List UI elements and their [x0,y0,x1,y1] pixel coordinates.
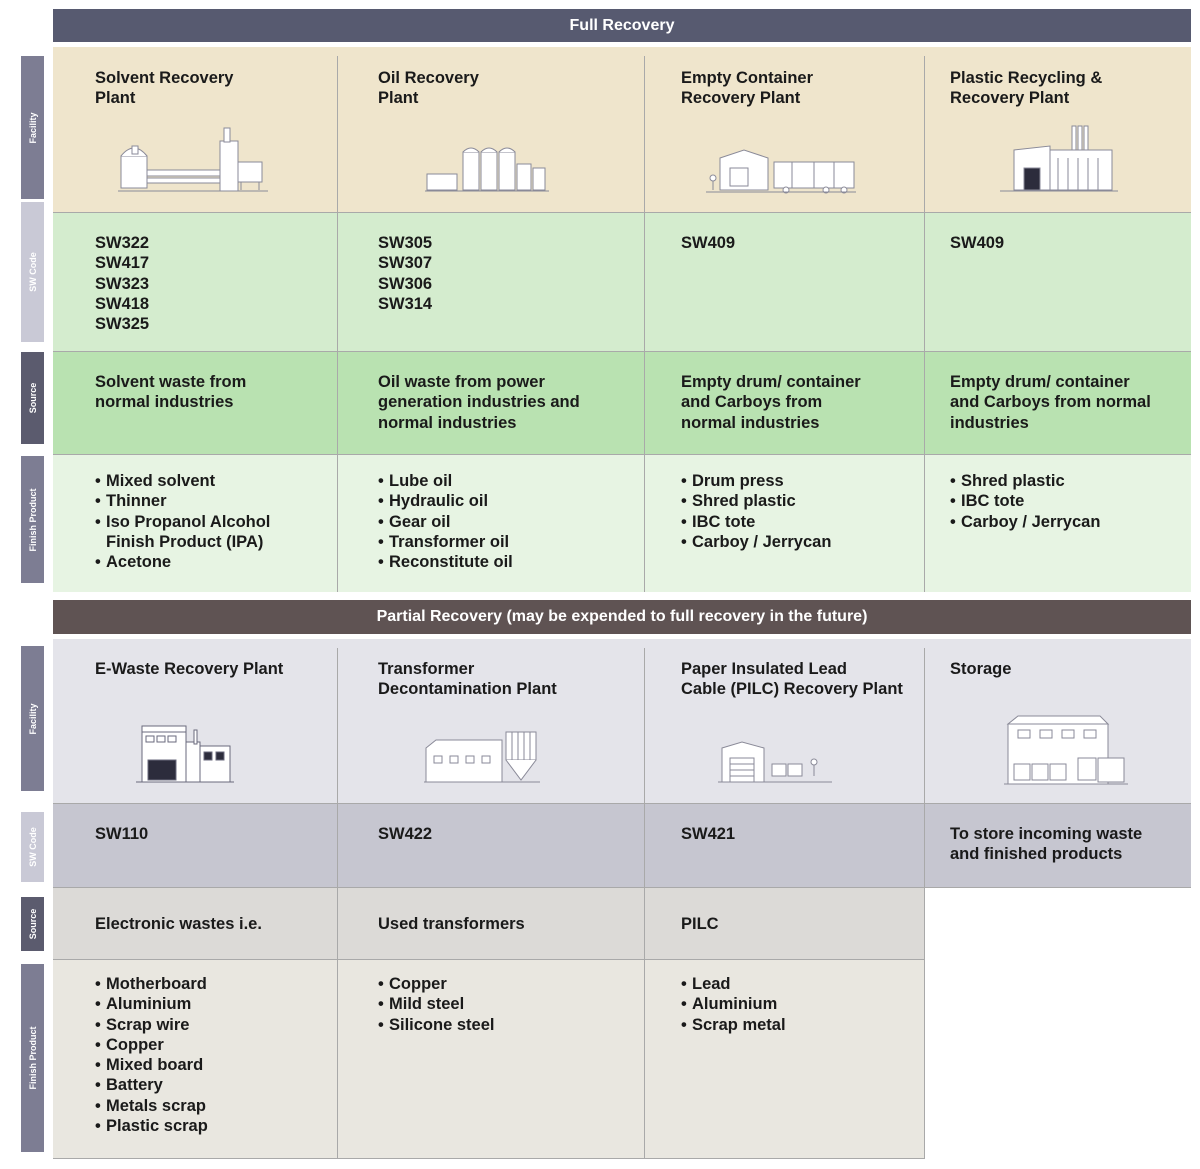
full-swcode-row [53,212,1191,351]
product-list [378,471,513,572]
list-item: • Drum press [681,472,784,490]
source-text: PILC [681,915,719,933]
divider [53,803,1191,804]
partial-facility-row-label: Facility [21,646,44,791]
list-item: • Carboy / Jerrycan [950,512,1101,531]
list-item: • Shred plastic [950,472,1065,490]
list-item: • Thinner [95,492,167,511]
full-source-row-label: Source [21,352,44,444]
list-item: • Carboy / Jerrycan [681,532,832,551]
list-item: • Mild steel [378,995,465,1014]
source-text: Oil waste from power generation industries and normal industries [378,373,580,432]
list-item: • Battery [95,1076,163,1095]
list-item: • Scrap metal [681,1015,786,1034]
divider [644,648,645,1159]
list-item: • Lead [681,975,731,993]
ewaste-plant-icon [136,720,234,784]
list-item: • Plastic scrap [95,1117,208,1136]
product-list [95,974,208,1136]
full-product-row-label: Finish Product [21,456,44,583]
facility-name: Plastic Recycling & Recovery Plant [950,69,1103,108]
partial-swcode-row-label: SW Code [21,812,44,882]
divider [53,887,1191,888]
list-item: • IBC tote [950,492,1025,511]
divider [53,454,1191,455]
list-item: • Iso Propanol Alcohol [95,512,271,531]
source-text: Empty drum/ container and Carboys from normal industries [950,373,1151,432]
list-item: • Gear oil [378,512,451,531]
divider [53,1158,924,1159]
divider [924,648,925,1159]
divider [337,56,338,592]
list-item: • Transformer oil [378,532,510,551]
source-text: Empty drum/ container and Carboys from normal industries [681,373,861,432]
facility-name: Transformer Decontamination Plant [378,660,557,699]
list-item: • Copper [95,1035,164,1054]
product-list [950,471,1100,532]
facility-name: E-Waste Recovery Plant [95,660,284,678]
facility-name: Storage [950,660,1012,678]
partial-recovery-title: Partial Recovery (may be expended to full recovery in the future) [376,608,868,625]
sw-code-list: SW409 [681,234,736,252]
facility-name: Paper Insulated Lead Cable (PILC) Recovery Plant [681,660,903,699]
list-item: • Reconstitute oil [378,553,513,572]
full-recovery-banner [53,9,1191,42]
product-list [681,974,786,1035]
list-item: • Aluminium [681,995,778,1014]
list-item: • Aluminium [95,995,192,1014]
divider [337,648,338,1159]
plastic-plant-icon [1000,124,1118,194]
list-item: • Motherboard [95,975,207,993]
product-list [681,471,831,552]
storage-icon [1004,714,1128,786]
divider [53,351,1191,352]
oil-plant-icon [425,144,549,194]
solvent-plant-icon [118,126,268,194]
partial-recovery-banner [53,600,1191,634]
sw-code-list: SW409 [950,234,1005,252]
list-item: • Mixed solvent [95,472,216,490]
sw-code-list: SW305 SW307 SW306 SW314 [378,234,433,313]
list-item: • Copper [378,975,447,993]
list-item: • IBC tote [681,512,756,531]
list-item: • Shred plastic [681,492,796,511]
list-item: • Silicone steel [378,1015,495,1034]
facility-name: Empty Container Recovery Plant [681,69,814,108]
partial-source-row-label: Source [21,897,44,951]
partial-product-row-label: Finish Product [21,964,44,1152]
facility-name: Oil Recovery Plant [378,69,479,108]
container-plant-icon [706,148,856,194]
product-list [95,471,270,572]
sw-code-list: SW322 SW417 SW323 SW418 SW325 [95,234,150,334]
list-item: • Lube oil [378,472,453,490]
list-item: • Mixed board [95,1056,204,1075]
full-swcode-row-label: SW Code [21,202,44,342]
list-item: • Hydraulic oil [378,492,489,511]
list-item: • Metals scrap [95,1096,206,1115]
full-recovery-title: Full Recovery [569,16,675,34]
list-item: • Scrap wire [95,1015,190,1034]
divider [53,959,924,960]
list-item: • Acetone [95,553,172,572]
divider [924,56,925,592]
list-item: Finish Product (IPA) [106,532,264,551]
sw-code: SW422 [378,825,433,843]
source-text: Electronic wastes i.e. [95,915,262,933]
storage-description: To store incoming waste and finished products [950,825,1143,864]
source-text: Solvent waste from normal industries [95,373,247,412]
transformer-plant-icon [424,730,540,784]
sw-code: SW421 [681,825,736,843]
divider [53,212,1191,213]
product-list [378,974,494,1035]
sw-code: SW110 [95,825,149,843]
full-facility-row-label: Facility [21,56,44,199]
facility-name: Solvent Recovery Plant [95,69,234,108]
divider [644,56,645,592]
source-text: Used transformers [378,915,525,933]
pilc-plant-icon [718,740,832,784]
